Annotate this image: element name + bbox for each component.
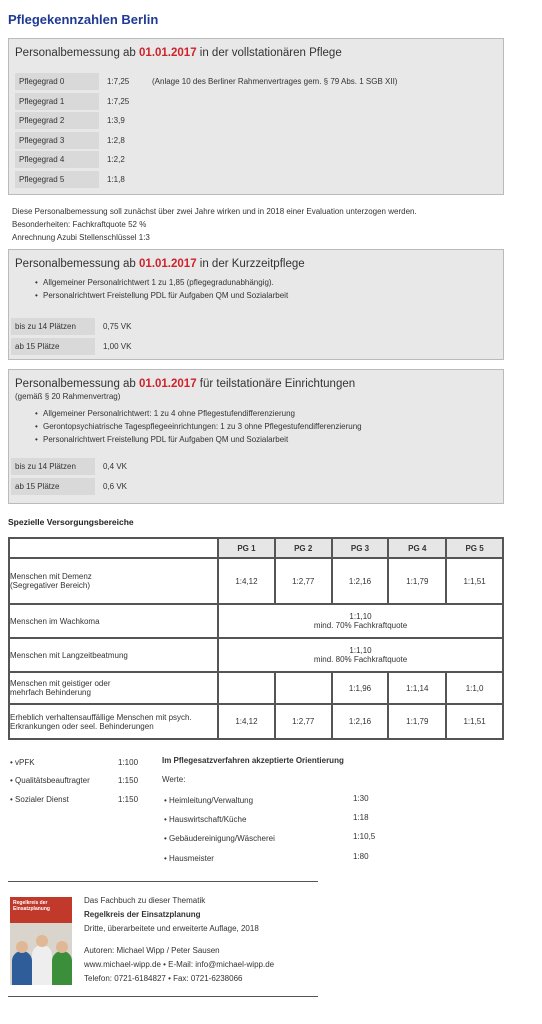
table-row — [9, 558, 503, 604]
staff-value: 1:100 — [118, 758, 139, 767]
merged-cell — [218, 638, 503, 672]
table-cell: 1:1,0 — [446, 672, 503, 704]
ratio-row — [9, 112, 503, 129]
ratio-row — [9, 132, 503, 149]
staff-label: vPFK — [15, 758, 35, 767]
book-cover-image — [10, 897, 72, 985]
row-label-line: Erkrankungen oder seel. Behinderungen — [10, 721, 154, 731]
special-heading: Spezielle Versorgungsbereiche — [8, 517, 134, 527]
orientation-label: Hausmeister — [169, 854, 214, 863]
book-contact-web[interactable]: www.michael-wipp.de • E-Mail: info@michael-wipp.de — [84, 960, 275, 969]
merged-cell — [218, 604, 503, 638]
table-cell: 1:1,51 — [446, 704, 503, 739]
info-line: Besonderheiten: Fachkraftquote 52 % — [12, 220, 147, 229]
staff-item: • vPFK — [10, 758, 35, 767]
info-line: Diese Personalbemessung soll zunächst über zwei Jahre wirken und in 2018 einer Evaluation unterzogen werden. — [12, 207, 417, 216]
cell-ratio: 1:1,10 — [349, 612, 372, 621]
bullet-item: • Allgemeiner Personalrichtwert 1 zu 1,85 (pflegegradunabhängig). — [43, 276, 503, 289]
ratio-row — [9, 171, 503, 188]
cover-person-head — [56, 941, 68, 953]
book-contact-phone: Telefon: 0721-6184827 • Fax: 0721-6238066 — [84, 974, 243, 983]
heading-suffix: in der Kurzzeitpflege — [196, 258, 305, 270]
page-title: Pflegekennzahlen Berlin — [8, 12, 159, 27]
book-intro: Das Fachbuch zu dieser Thematik — [84, 896, 206, 905]
row-label: Pflegegrad 1 — [15, 93, 99, 110]
ratio-row — [9, 93, 503, 110]
capacity-row — [9, 318, 503, 335]
row-label: ab 15 Plätze — [11, 338, 95, 355]
row-value: 0,4 VK — [103, 462, 128, 471]
header-empty-cell — [9, 538, 218, 558]
heading-prefix: Personalbemessung ab — [15, 378, 140, 390]
staff-item: • Sozialer Dienst — [10, 795, 69, 804]
box-subheading: (gemäß § 20 Rahmenvertrag) — [15, 392, 121, 401]
bullet-item: • Personalrichtwert Freistellung PDL für Aufgaben QM und Sozialarbeit — [43, 289, 503, 302]
row-value: 1:7,25 — [107, 77, 130, 86]
orientation-item: • Gebäudereinigung/Wäscherei — [164, 834, 275, 843]
bullet-list — [9, 276, 503, 302]
staff-label: Qualitätsbeauftragter — [15, 776, 90, 785]
orientation-label: Hauswirtschaft/Küche — [169, 815, 247, 824]
row-label-line: Menschen mit Demenz — [10, 572, 92, 581]
row-value: 1:2,2 — [107, 155, 125, 164]
row-value: 0,75 VK — [103, 322, 132, 331]
vollstationaer-box — [8, 38, 504, 195]
book-edition: Dritte, überarbeitete und erweiterte Auflage, 2018 — [84, 924, 259, 933]
orientation-value: 1:30 — [353, 794, 369, 803]
row-value: 1,00 VK — [103, 342, 132, 351]
row-value: 0,6 VK — [103, 482, 128, 491]
heading-prefix: Personalbemessung ab — [15, 47, 140, 59]
row-label-line: mehrfach Behinderung — [10, 688, 91, 697]
row-value: 1:1,8 — [107, 175, 125, 184]
column-header: PG 5 — [446, 538, 503, 558]
book-authors: Autoren: Michael Wipp / Peter Sausen — [84, 946, 220, 955]
orientation-label: Heimleitung/Verwaltung — [169, 796, 254, 805]
kurzzeitpflege-box — [8, 249, 504, 360]
table-cell: 1:1,96 — [332, 672, 389, 704]
cell-ratio: 1:1,10 — [349, 646, 372, 655]
orientation-item: • Heimleitung/Verwaltung — [164, 796, 254, 805]
column-header: PG 2 — [275, 538, 332, 558]
column-header: PG 4 — [388, 538, 446, 558]
table-cell — [275, 672, 332, 704]
table-cell: 1:2,16 — [332, 558, 389, 604]
box-heading — [15, 258, 503, 270]
table-cell: 1:4,12 — [218, 558, 275, 604]
orientation-value: 1:10,5 — [353, 832, 376, 841]
row-label: Pflegegrad 0 — [15, 73, 99, 90]
cover-person — [32, 945, 52, 985]
cover-person — [12, 951, 32, 985]
ratio-row — [9, 73, 503, 90]
bullet-list — [9, 407, 503, 446]
table-row — [9, 604, 503, 638]
heading-suffix: in der vollstationären Pflege — [196, 47, 342, 59]
special-care-table — [8, 537, 504, 740]
orientation-heading: Im Pflegesatzverfahren akzeptierte Orientierung — [162, 756, 344, 765]
table-cell: 1:4,12 — [218, 704, 275, 739]
capacity-row — [9, 478, 503, 495]
row-label — [9, 704, 218, 739]
row-label — [9, 672, 218, 704]
heading-date: 01.01.2017 — [139, 378, 197, 390]
row-value: 1:7,25 — [107, 97, 130, 106]
row-value: 1:3,9 — [107, 116, 125, 125]
book-cover-title: Regelkreis der Einsatzplanung — [13, 900, 50, 912]
heading-date: 01.01.2017 — [139, 47, 197, 59]
cover-person-head — [16, 941, 28, 953]
capacity-row — [9, 338, 503, 355]
row-label — [9, 558, 218, 604]
table-cell: 1:1,79 — [388, 558, 446, 604]
cover-person-head — [36, 935, 48, 947]
teilstationaer-box — [8, 369, 504, 504]
row-label: Menschen mit Langzeitbeatmung — [9, 638, 218, 672]
cover-person — [52, 951, 72, 985]
bullet-item: • Gerontopsychiatrische Tagespflegeeinrichtungen: 1 zu 3 ohne Pflegestufendifferenzierung — [43, 420, 503, 433]
row-label: bis zu 14 Plätzen — [11, 318, 95, 335]
book-title: Regelkreis der Einsatzplanung — [84, 910, 201, 919]
divider-bottom — [8, 996, 318, 997]
orientation-value: 1:80 — [353, 852, 369, 861]
orientation-item: • Hauswirtschaft/Küche — [164, 815, 247, 824]
table-row — [9, 704, 503, 739]
table-row — [9, 638, 503, 672]
heading-prefix: Personalbemessung ab — [15, 258, 140, 270]
column-header: PG 1 — [218, 538, 275, 558]
table-cell — [218, 672, 275, 704]
cell-quota: mind. 80% Fachkraftquote — [313, 655, 408, 664]
orientation-werte: Werte: — [162, 775, 186, 784]
heading-date: 01.01.2017 — [139, 258, 197, 270]
table-cell: 1:2,77 — [275, 558, 332, 604]
row-value: 1:2,8 — [107, 136, 125, 145]
row-label: Pflegegrad 2 — [15, 112, 99, 129]
orientation-label: Gebäudereinigung/Wäscherei — [169, 834, 275, 843]
row-label-line: Erheblich verhaltensauffällige Menschen mit psych. — [10, 712, 192, 722]
column-header: PG 3 — [332, 538, 389, 558]
staff-item: • Qualitätsbeauftragter — [10, 776, 90, 785]
bullet-item: • Allgemeiner Personalrichtwert: 1 zu 4 ohne Pflegestufendifferenzierung — [43, 407, 503, 420]
table-cell: 1:1,14 — [388, 672, 446, 704]
info-paragraph — [12, 205, 417, 244]
table-cell: 1:2,77 — [275, 704, 332, 739]
info-line: Anrechnung Azubi Stellenschlüssel 1:3 — [12, 233, 150, 242]
orientation-value: 1:18 — [353, 813, 369, 822]
box-heading — [15, 47, 503, 59]
staff-value: 1:150 — [118, 795, 139, 804]
staff-label: Sozialer Dienst — [15, 795, 69, 804]
cell-quota: mind. 70% Fachkraftquote — [313, 621, 408, 630]
row-label: Menschen im Wachkoma — [9, 604, 218, 638]
table-header-row — [9, 538, 503, 558]
row-label: Pflegegrad 5 — [15, 171, 99, 188]
box-heading — [15, 378, 503, 390]
row-label: bis zu 14 Plätzen — [11, 458, 95, 475]
row-label: Pflegegrad 4 — [15, 151, 99, 168]
table-cell: 1:1,79 — [388, 704, 446, 739]
row-label-line: Menschen mit geistiger oder — [10, 679, 111, 688]
table-row — [9, 672, 503, 704]
row-label-line: (Segregativer Bereich) — [10, 581, 91, 590]
row-note: (Anlage 10 des Berliner Rahmenvertrages gem. § 79 Abs. 1 SGB XII) — [152, 77, 398, 86]
bullet-item: • Personalrichtwert Freistellung PDL für Aufgaben QM und Sozialarbeit — [43, 433, 503, 446]
divider-top — [8, 881, 318, 882]
table-cell: 1:2,16 — [332, 704, 389, 739]
table-cell: 1:1,51 — [446, 558, 503, 604]
row-label: Pflegegrad 3 — [15, 132, 99, 149]
capacity-row — [9, 458, 503, 475]
orientation-item: • Hausmeister — [164, 854, 214, 863]
ratio-row — [9, 151, 503, 168]
row-label: ab 15 Plätze — [11, 478, 95, 495]
heading-suffix: für teilstationäre Einrichtungen — [196, 378, 356, 390]
staff-value: 1:150 — [118, 776, 139, 785]
